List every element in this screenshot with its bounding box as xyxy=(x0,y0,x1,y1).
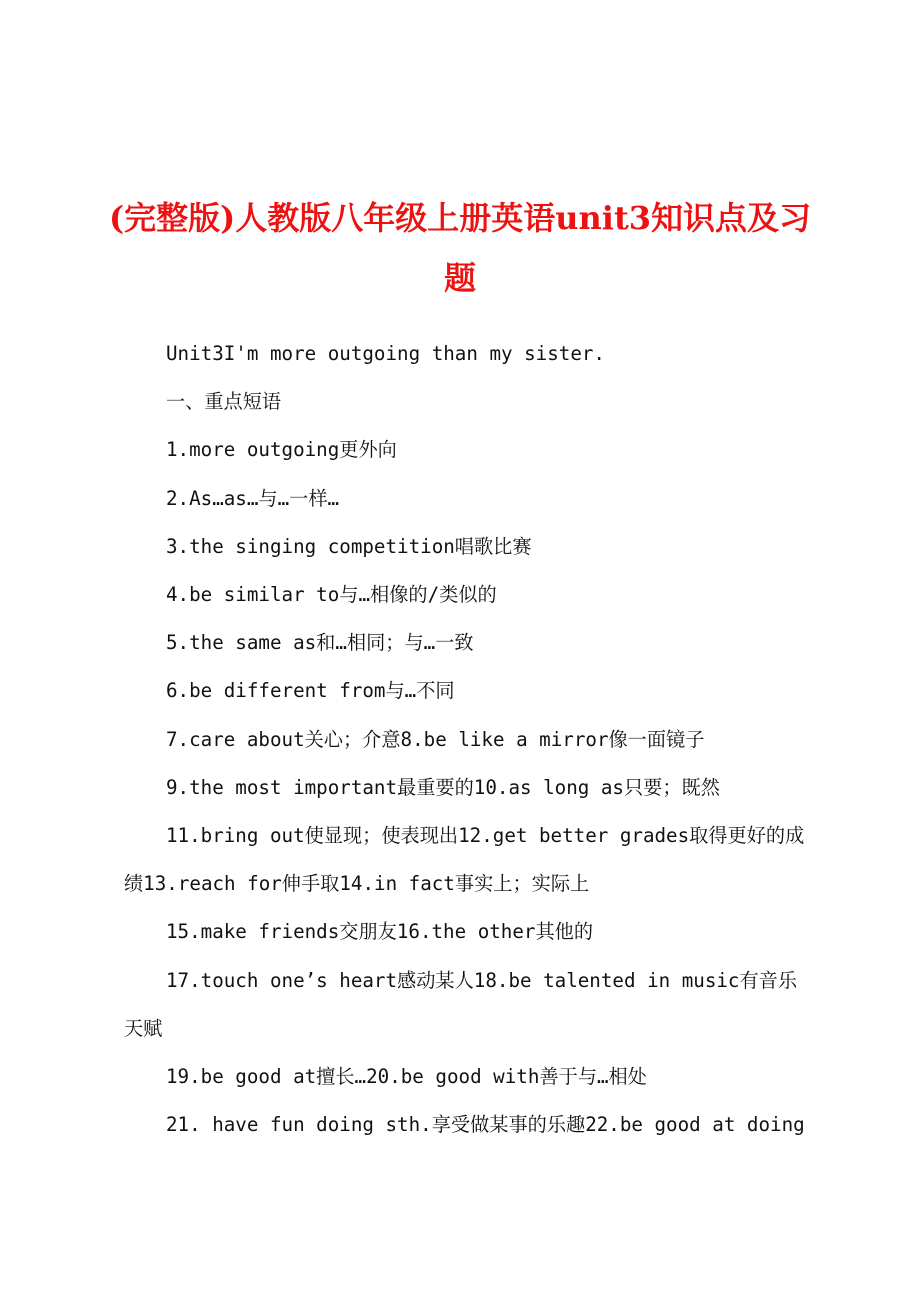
phrase-item: 17.touch one’s heart感动某人18.be talented in music有音乐天赋 xyxy=(124,968,798,1040)
phrase-item: 11.bring out使显现；使表现出12.get better grades取得更好的成绩13.reach for伸手取14.in fact事实上；实际上 xyxy=(124,824,805,896)
phrase-item: 5.the same as和…相同；与…一致 xyxy=(166,631,474,655)
phrase-item: 6.be different from与…不同 xyxy=(166,679,455,703)
phrase-item: 15.make friends交朋友16.the other其他的 xyxy=(166,920,594,944)
section-heading: 一、重点短语 xyxy=(166,390,282,414)
document-title: (完整版)人教版八年级上册英语unit3知识点及习题 xyxy=(108,199,812,297)
phrase-item: 7.care about关心；介意8.be like a mirror像一面镜子 xyxy=(166,727,705,751)
phrase-item: 3.the singing competition唱歌比赛 xyxy=(166,534,532,558)
unit-heading: Unit3I'm more outgoing than my sister. xyxy=(166,342,605,365)
phrase-item: 1.more outgoing更外向 xyxy=(166,438,397,462)
phrase-item: 2.As…as…与…一样… xyxy=(166,486,340,510)
document-body xyxy=(124,330,814,1149)
phrase-item: 9.the most important最重要的10.as long as只要；既然 xyxy=(166,775,720,799)
phrase-item: 21. have fun doing sth.享受做某事的乐趣22.be good at doing xyxy=(166,1113,805,1137)
phrase-item: 4.be similar to与…相像的/类似的 xyxy=(166,583,497,607)
phrase-item: 19.be good at擅长…20.be good with善于与…相处 xyxy=(166,1065,647,1089)
